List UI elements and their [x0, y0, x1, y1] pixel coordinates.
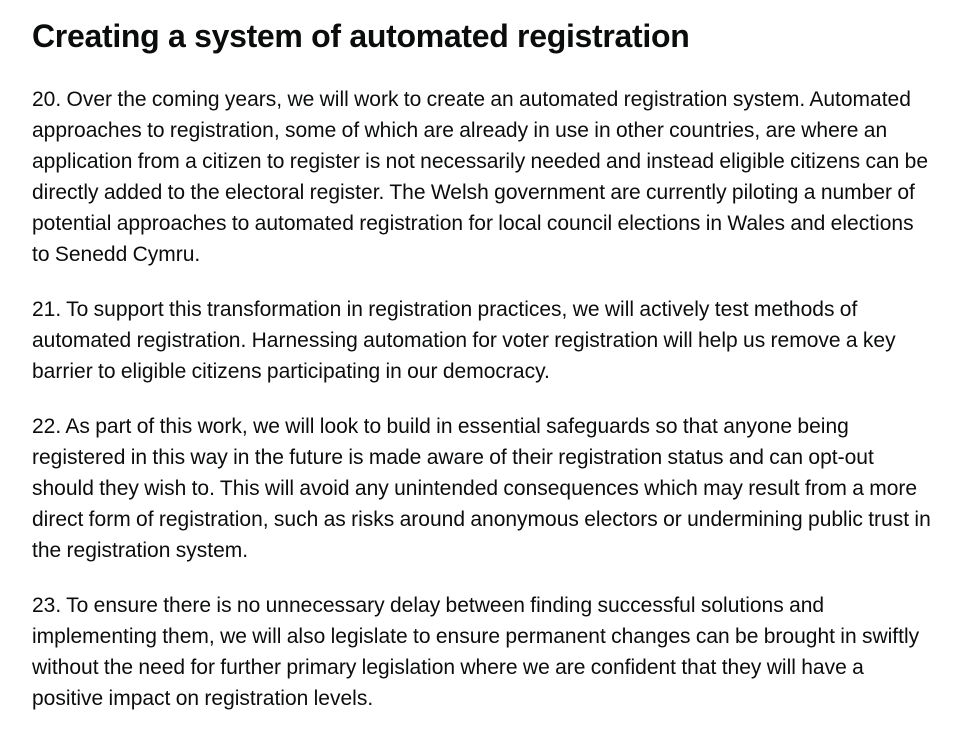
paragraph-23: 23. To ensure there is no unnecessary delay between finding successful solutions and implementing them, we will also legislate to ensure permanent changes can be brought in swiftly without the need for further primary legislation where we are confident that they will have a positive impact on registration levels. — [32, 594, 920, 710]
paragraph-21: 21. To support this transformation in registration practices, we will actively test methods of automated registration. Harnessing automation for voter registration will help us remove a key barrier to eligible citizens participating in our democracy. — [32, 298, 896, 383]
section-heading: Creating a system of automated registration — [32, 18, 690, 54]
paragraph-22: 22. As part of this work, we will look to build in essential safeguards so that anyone being registered in this way in the future is made aware of their registration status and can opt-out should they wish to. This will avoid any unintended consequences which may result from a more direct form of registration, such as risks around anonymous electors or undermining public trust in the registration system. — [32, 415, 931, 562]
paragraph-20: 20. Over the coming years, we will work to create an automated registration system. Automated approaches to registration, some of which are already in use in other countries, are where an application from a citizen to register is not necessarily needed and instead eligible citizens can be directly added to the electoral register. The Welsh government are currently piloting a number of potential approaches to automated registration for local council elections in Wales and elections to Senedd Cymru. — [32, 88, 929, 266]
